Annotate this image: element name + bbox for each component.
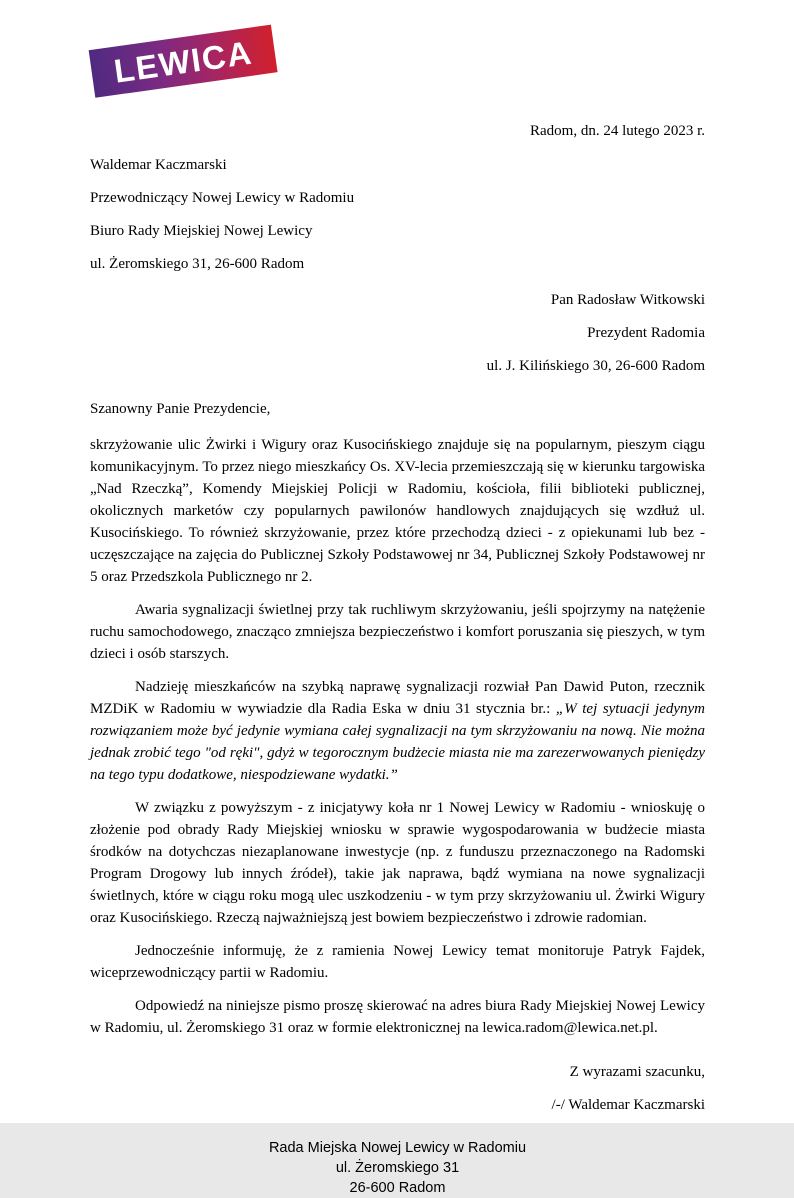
footer-org: Rada Miejska Nowej Lewicy w Radomiu [268,1140,527,1156]
quote-italic-text: „W tej sytuacji jedynym rozwiązaniem może być jedynie wymiana całej sygnalizacji na tym skrzyżowaniu na nową. Nie można jednak zrobić tego "od ręki", gdyż w tegorocznym budżecie miasta nie ma zarezerwowanych pieniędzy na tego typu dodatkowe, niespodziewane wydatki.” [90,701,705,783]
closing-signature: /-/ Waldemar Kaczmarski [551,1097,705,1113]
quote-intro-text: Nadzieję mieszkańców na szybką naprawę sygnalizacji rozwiał Pan Dawid Puton, rzecznik MZDiK w Radomiu w wywiadzie dla Radia Eska w dniu 31 stycznia br.: [90,679,705,717]
paragraph-monitoring: Jednocześnie informuję, że z ramienia Nowej Lewicy temat monitoruje Patryk Fajdek, wiceprzewodniczący partii w Radomiu. [90,943,705,981]
paragraph-spokesman-quote [90,676,705,786]
paragraph-motion: W związku z powyższym - z inicjatywy koła nr 1 Nowej Lewicy w Radomiu - wnioskuję o złożenie pod obrady Rady Miejskiej wniosku w sprawie wygospodarowania w budżecie miasta środków na dotychczas niezaplanowane inwestycje (np. z funduszu przeznaczonego na Radomski Program Drogowy lub innych źródeł), takie jak naprawa, bądź wymiana na nowe sygnalizacji świetlnych, które w ciągu roku mogą ulec uszkodzeniu - w tym przy skrzyżowaniu ul. Żwirki Wigury oraz Kusocińskiego. Rzeczą najważniejszą jest bowiem bezpieczeństwo i zdrowie radomian. [90,800,705,926]
sender-office: Biuro Rady Miejskiej Nowej Lewicy [90,223,313,239]
footer-block [90,1138,705,1198]
recipient-address: ul. J. Kilińskiego 30, 26-600 Radom [486,358,705,374]
footer-city: 26-600 Radom [349,1180,446,1196]
closing-salute: Z wyrazami szacunku, [569,1064,705,1080]
paragraph-signal-failure: Awaria sygnalizacji świetlnej przy tak ruchliwym skrzyżowaniu, jeśli spojrzymy na natężenie ruchu samochodowego, znacząco zmniejsza bezpieczeństwo i komfort poruszania się pieszych, w tym dzieci i osób starszych. [90,602,705,662]
sender-address: ul. Żeromskiego 31, 26-600 Radom [90,256,305,272]
sender-name: Waldemar Kaczmarski [90,157,227,173]
lewica-logo [90,33,705,112]
sender-title: Przewodniczący Nowej Lewicy w Radomiu [90,190,355,206]
lewica-logo-text: LEWICA [111,33,255,90]
closing-block [90,1061,705,1116]
lewica-logo-band [89,25,278,98]
footer-street: ul. Żeromskiego 31 [335,1160,460,1176]
recipient-title: Prezydent Radomia [587,325,705,341]
recipient-name: Pan Radosław Witkowski [550,292,705,308]
salutation: Szanowny Panie Prezydencie, [90,401,271,417]
sender-block [90,154,705,275]
paragraph-reply-address: Odpowiedź na niniejsze pismo proszę skierować na adres biura Rady Miejskiej Nowej Lewicy w Radomiu, ul. Żeromskiego 31 oraz w formie elektronicznej na lewica.radom@lewica.net.pl. [90,998,705,1036]
recipient-block [90,289,705,377]
letter-date: Radom, dn. 24 lutego 2023 r. [530,123,705,139]
paragraph-intersection: skrzyżowanie ulic Żwirki i Wigury oraz Kusocińskiego znajduje się na popularnym, pieszym ciągu komunikacyjnym. To przez niego mieszkańcy Os. XV-lecia przemieszczają się w kierunku targowiska „Nad Rzeczką”, Komendy Miejskiej Policji w Radomiu, kościoła, filii biblioteki publicznej, okolicznych marketów czy popularnych pawilonów handlowych znajdujących się wzdłuż ul. Kusocińskiego. To również skrzyżowanie, przez które przechodzą dzieci - z opiekunami lub bez - uczęszczające na zajęcia do Publicznej Szkoły Podstawowej nr 34, Publicznej Szkoły Podstawowej nr 5 oraz Przedszkola Publicznego nr 2. [90,437,705,585]
